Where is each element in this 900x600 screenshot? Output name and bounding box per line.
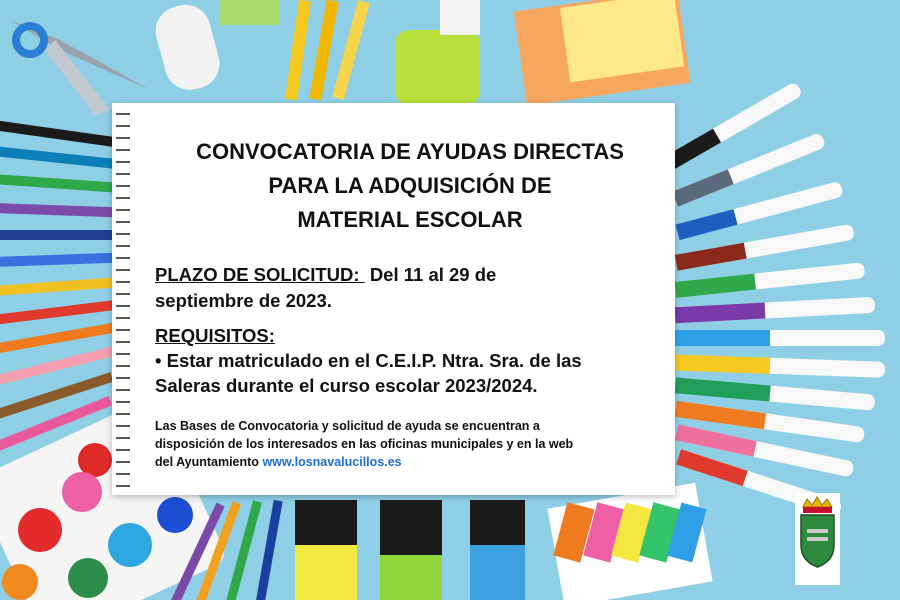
plazo-text-2: septiembre de 2023. bbox=[155, 290, 332, 311]
spiral-binding-icon bbox=[112, 108, 134, 493]
page-title bbox=[140, 135, 680, 237]
bases-line-2: disposición de los interesados en las oficinas municipales y en la web bbox=[155, 437, 574, 451]
title-line-3: MATERIAL ESCOLAR bbox=[297, 207, 523, 232]
requisitos-line-1: • Estar matriculado en el C.E.I.P. Ntra. Sra. de las bbox=[155, 350, 582, 371]
requisitos-label: REQUISITOS: bbox=[155, 325, 275, 346]
bases-line-3: del Ayuntamiento bbox=[155, 455, 259, 469]
municipal-crest-icon bbox=[795, 493, 840, 585]
requisitos-line-2: Saleras durante el curso escolar 2023/2024. bbox=[155, 375, 538, 396]
plazo-section bbox=[155, 262, 675, 314]
requisitos-section bbox=[155, 323, 675, 398]
title-line-1: CONVOCATORIA DE AYUDAS DIRECTAS bbox=[196, 139, 624, 164]
title-line-2: PARA LA ADQUISICIÓN DE bbox=[268, 173, 552, 198]
plazo-text-1: Del 11 al 29 de bbox=[369, 264, 497, 285]
website-link[interactable]: www.losnavalucillos.es bbox=[262, 455, 402, 469]
plazo-label: PLAZO DE SOLICITUD: bbox=[155, 264, 360, 285]
bases-section bbox=[155, 417, 675, 471]
bases-line-1: Las Bases de Convocatoria y solicitud de ayuda se encuentran a bbox=[155, 419, 540, 433]
